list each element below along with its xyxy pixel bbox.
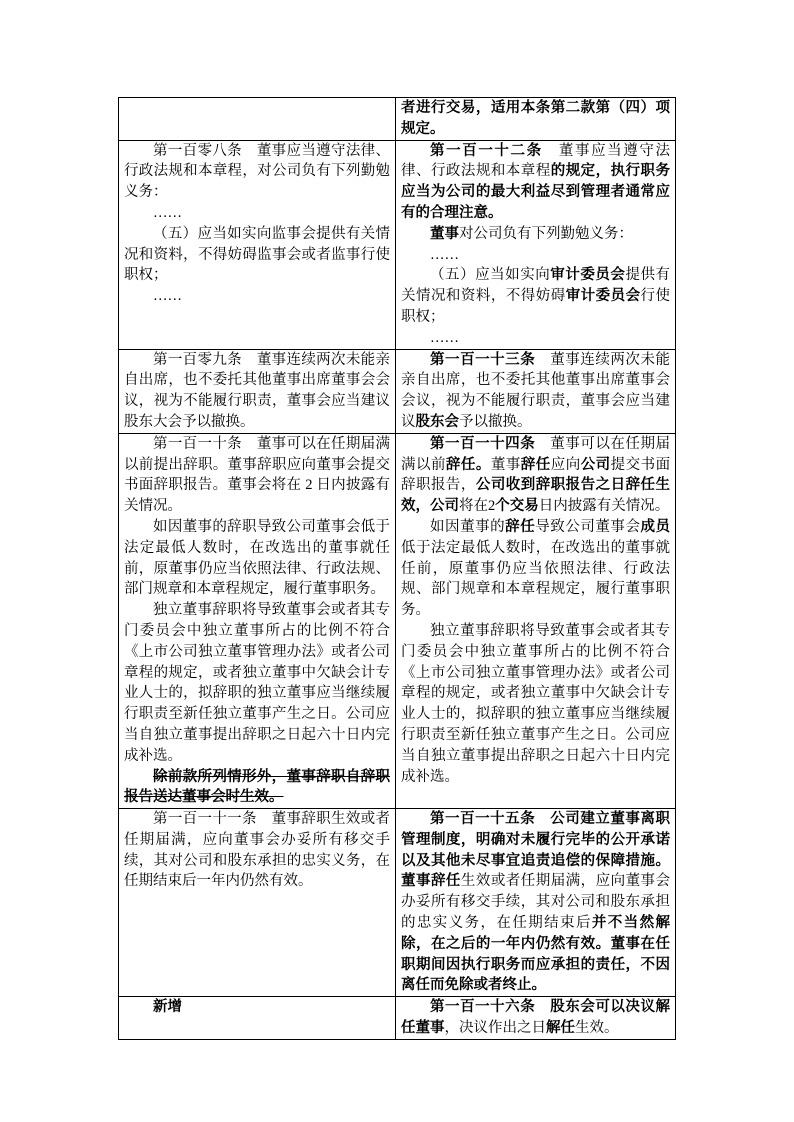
- text-run: ……: [430, 329, 459, 346]
- text-run: 新增: [153, 999, 182, 1016]
- text-run: 审计委员会: [565, 288, 641, 305]
- paragraph: [124, 141, 390, 203]
- text-run: 提交书面辞职报告，: [401, 456, 671, 494]
- text-run: 并不当然解除，在之后的一年内仍然有效。董事在任职期间因执行职务而应承担的责任，不因离任而免除或者终止。: [401, 915, 670, 994]
- text-run: 辞任。: [445, 456, 491, 473]
- text-run: 董事应当遵守法律、行政法规和本章程: [401, 142, 670, 180]
- text-run: 日内披露有关情况。: [538, 498, 670, 515]
- text-run: ，决议作出之日: [444, 1020, 546, 1037]
- paragraph: [401, 434, 670, 517]
- text-run: 第一百零九条 董事连续两次未能亲自出席，也不委托其他董事出席董事会会议，视为不能履行职责，董事会应当建议股东大会予以撤换。: [124, 351, 390, 430]
- text-run: 予以撤换。: [459, 413, 532, 430]
- text-run: 导致公司董事会: [535, 518, 641, 535]
- table-row: [119, 140, 676, 349]
- paragraph: [124, 517, 390, 600]
- paragraph: [124, 203, 390, 224]
- text-run: 第一百一十二条: [430, 142, 543, 159]
- paragraph: [124, 600, 390, 766]
- text-run: 将在2: [459, 498, 496, 515]
- paragraph: [124, 224, 390, 286]
- paragraph: [401, 224, 670, 245]
- table-row: [119, 433, 676, 808]
- paragraph: [401, 328, 670, 349]
- text-run: 审计委员会: [550, 267, 626, 284]
- text-run: ……: [153, 288, 182, 305]
- text-run: 公司收到辞职报告之日辞任生效，公司: [401, 477, 671, 515]
- text-run: 董事: [490, 456, 521, 473]
- text-run: 个交易: [495, 498, 539, 515]
- text-run: 董事可以在任期届满以前: [401, 435, 671, 473]
- paragraph: [124, 350, 390, 433]
- text-run: 第一百一十四条: [430, 435, 536, 452]
- paragraph: [401, 245, 670, 266]
- text-run: 第一百一十三条: [430, 351, 536, 368]
- paragraph: [124, 809, 390, 892]
- text-run: 解任: [546, 1020, 575, 1037]
- table-row: [119, 809, 676, 997]
- text-run: 独立董事辞职将导致董事会或者其专门委员会中独立董事所占的比例不符合《上市公司独立董事管理办法》或者公司章程的规定，或者独立董事中欠缺会计专业人士的，拟辞职的独立董事应当继续履行职责至新任独立董事产生之日。公司应当自独立董事提出辞职之日起六十日内完成补选。: [401, 622, 670, 785]
- text-run: 者进行交易，适用本条第二款第（四）项规定。: [401, 100, 670, 137]
- paragraph: [124, 997, 390, 1018]
- old-clause-cell: [119, 98, 396, 141]
- text-run: 应向: [550, 456, 581, 473]
- new-clause-cell: [396, 809, 676, 997]
- text-run: （五）应当如实向: [430, 267, 551, 284]
- paragraph: [401, 517, 670, 621]
- old-clause-cell: [119, 349, 396, 433]
- old-clause-cell: [119, 140, 396, 349]
- old-clause-cell: [119, 809, 396, 997]
- text-run: 成员: [640, 518, 671, 535]
- text-run: 辞任: [520, 456, 551, 473]
- text-run: 生效或者任期届满，应向董事会办妥所有移交手续，其对公司和股东承担的忠实义务，在任期结束后: [401, 873, 671, 932]
- text-run: 董事: [430, 225, 459, 242]
- text-run: 的规定，执行职务应当为公司的最大利益尽到管理者通常应有的合理注意。: [401, 163, 671, 221]
- new-clause-cell: [396, 140, 676, 349]
- new-clause-cell: [396, 433, 676, 808]
- paragraph: [124, 286, 390, 307]
- paragraph: [401, 621, 670, 787]
- text-run: 辞任: [505, 518, 536, 535]
- text-run: 第一百一十五条 公司建立董事离职管理制度，明确对未履行完毕的公开承诺以及其他未尽事宜追责追偿的保障措施。董事辞任: [401, 811, 670, 890]
- text-run: 提供有关情况和资料，不得妨碍: [401, 267, 671, 305]
- paragraph: [401, 98, 670, 140]
- text-run: 如因董事的辞职导致公司董事会低于法定最低人数时，在改选出的董事就任前，原董事仍应当依照法律、行政法规、部门规章和本章程规定，履行董事职务。: [124, 518, 390, 598]
- text-run: （五）应当如实向监事会提供有关情况和资料，不得妨碍监事会或者监事行使职权；: [124, 225, 390, 284]
- table-row: [119, 997, 676, 1040]
- paragraph: [124, 434, 390, 517]
- old-clause-cell: [119, 997, 396, 1040]
- new-clause-cell: [396, 349, 676, 433]
- text-run: ……: [153, 204, 182, 221]
- text-run: ……: [430, 246, 459, 263]
- text-run: 公司: [580, 456, 611, 473]
- text-run: 生效。: [575, 1020, 619, 1037]
- paragraph: [401, 997, 670, 1039]
- table-row: [119, 349, 676, 433]
- new-clause-cell: [396, 997, 676, 1040]
- text-run: 行使职权；: [401, 288, 671, 325]
- comparison-table: [118, 97, 676, 1040]
- table-row: [119, 98, 676, 141]
- text-run: 股东会: [415, 413, 459, 430]
- text-run: 第一百一十六条 股东会可以决议解任董事: [401, 999, 670, 1037]
- paragraph: [401, 265, 670, 327]
- text-run: 除前款所列情形外，董事辞职自辞职报告送达董事会时生效。: [124, 768, 390, 806]
- text-run: 独立董事辞职将导致董事会或者其专门委员会中独立董事所占的比例不符合《上市公司独立董事管理办法》或者公司章程的规定，或者独立董事中欠缺会计专业人士的，拟辞职的独立董事应当继续履行职责至新任独立董事产生之日。公司应当自独立董事提出辞职之日起六十日内完成补选。: [124, 602, 390, 764]
- new-clause-cell: [396, 98, 676, 141]
- paragraph: [401, 809, 670, 996]
- text-run: 如因董事的: [430, 518, 506, 535]
- text-run: 对公司负有下列勤勉义务：: [459, 225, 633, 242]
- text-run: 第一百一十一条 董事辞职生效或者任期届满，应向董事会办妥所有移交手续，其对公司和股东承担的忠实义务，在任期结束后一年内仍然有效。: [124, 811, 390, 890]
- paragraph: [401, 141, 670, 224]
- paragraph: [401, 350, 670, 433]
- text-run: 低于法定最低人数时，在改选出的董事就任前，原董事仍应当依照法律、行政法规、部门规章和本章程规定，履行董事职务。: [401, 539, 670, 619]
- text-run: 第一百零八条 董事应当遵守法律、行政法规和本章程，对公司负有下列勤勉义务：: [124, 142, 390, 201]
- comparison-table-body: [119, 98, 676, 1040]
- text-run: 第一百一十条 董事可以在任期届满以前提出辞职。董事辞职应向董事会提交书面辞职报告。董事会将在 2 日内披露有关情况。: [124, 435, 390, 515]
- old-clause-cell: [119, 433, 396, 808]
- text-run: 董事连续两次未能亲自出席，也不委托其他董事出席董事会会议，视为不能履行职责，董事会应当建议: [401, 351, 671, 430]
- paragraph: [124, 767, 390, 809]
